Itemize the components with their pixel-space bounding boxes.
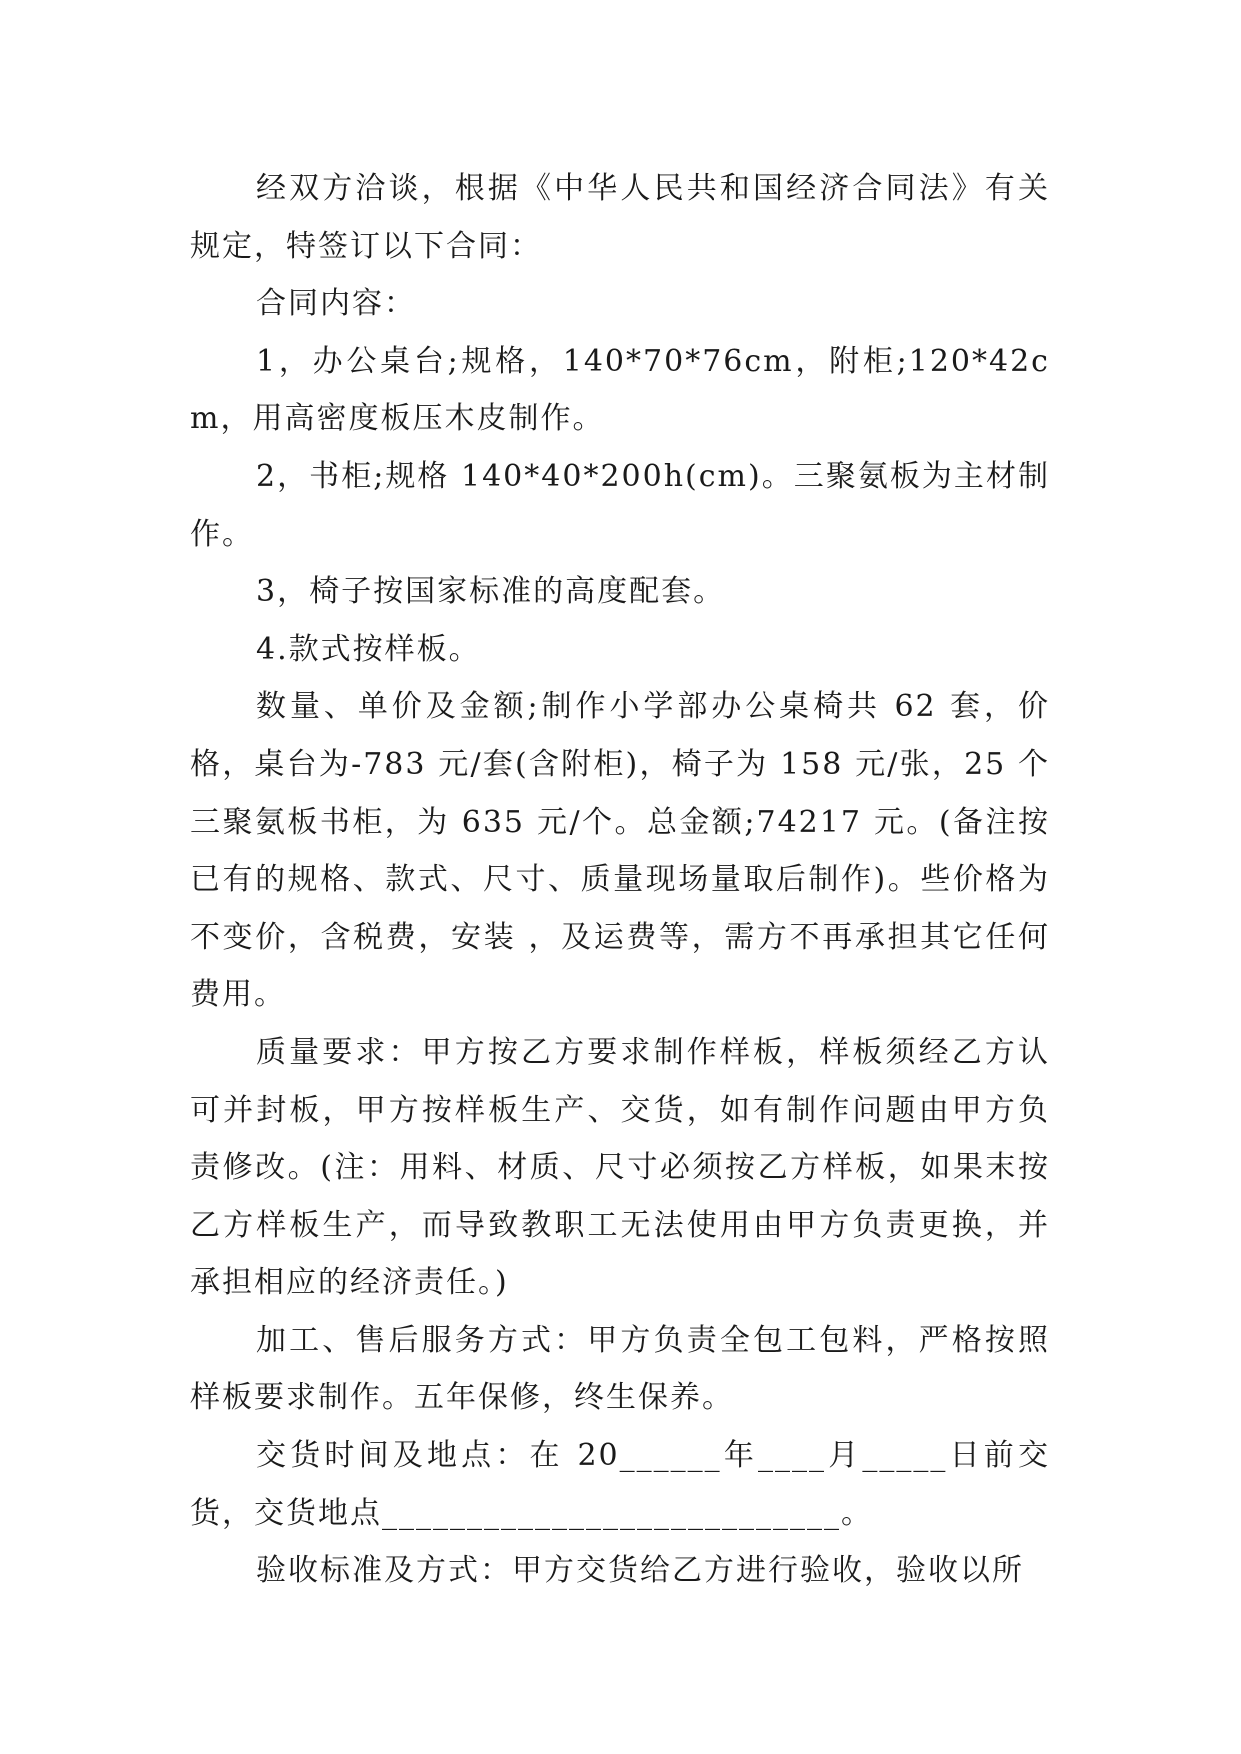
paragraph-contract-content-heading: 合同内容： — [256, 286, 416, 322]
paragraph-item-2-bookcase: 2，书柜;规格 140*40*200h(cm)。三聚氨板为主材制作。 — [190, 458, 1050, 552]
paragraph-item-1-desk: 1，办公桌台;规格，140*70*76cm，附柜;120*42cm，用高密度板压木皮制作。 — [190, 343, 1050, 437]
paragraph-quality-requirements: 质量要求：甲方按乙方要求制作样板，样板须经乙方认可并封板，甲方按样板生产、交货，如有制作问题由甲方负责修改。(注：用料、材质、尺寸必须按乙方样板，如果末按乙方样板生产，而导致教职工无法使用由甲方负责更换，并承担相应的经济责任。) — [190, 1034, 1050, 1301]
paragraph-acceptance-criteria: 验收标准及方式：甲方交货给乙方进行验收，验收以所 — [256, 1553, 1024, 1589]
paragraph-item-4-style: 4.款式按样板。 — [256, 631, 481, 667]
paragraph-after-sales-service: 加工、售后服务方式：甲方负责全包工包料，严格按照样板要求制作。五年保修，终生保养。 — [190, 1322, 1050, 1416]
paragraph-preamble: 经双方洽谈，根据《中华人民共和国经济合同法》有关规定，特签订以下合同： — [190, 171, 1050, 264]
contract-body — [190, 160, 1050, 1600]
paragraph-item-3-chair: 3，椅子按国家标准的高度配套。 — [256, 574, 726, 610]
paragraph-quantity-price: 数量、单价及金额;制作小学部办公桌椅共 62 套，价格，桌台为-783 元/套(含附柜)，椅子为 158 元/张，25 个三聚氨板书柜，为 635 元/个。总金额;74217 元。(备注按已有的规格、款式、尺寸、质量现场量取后制作)。些价格为不变价，含税费，安装 ，及运费等，需方不再承担其它任何费用。 — [190, 689, 1050, 1013]
paragraph-delivery-time-place: 交货时间及地点：在 20______年____月_____日前交货，交货地点___________________________。 — [190, 1438, 1050, 1531]
